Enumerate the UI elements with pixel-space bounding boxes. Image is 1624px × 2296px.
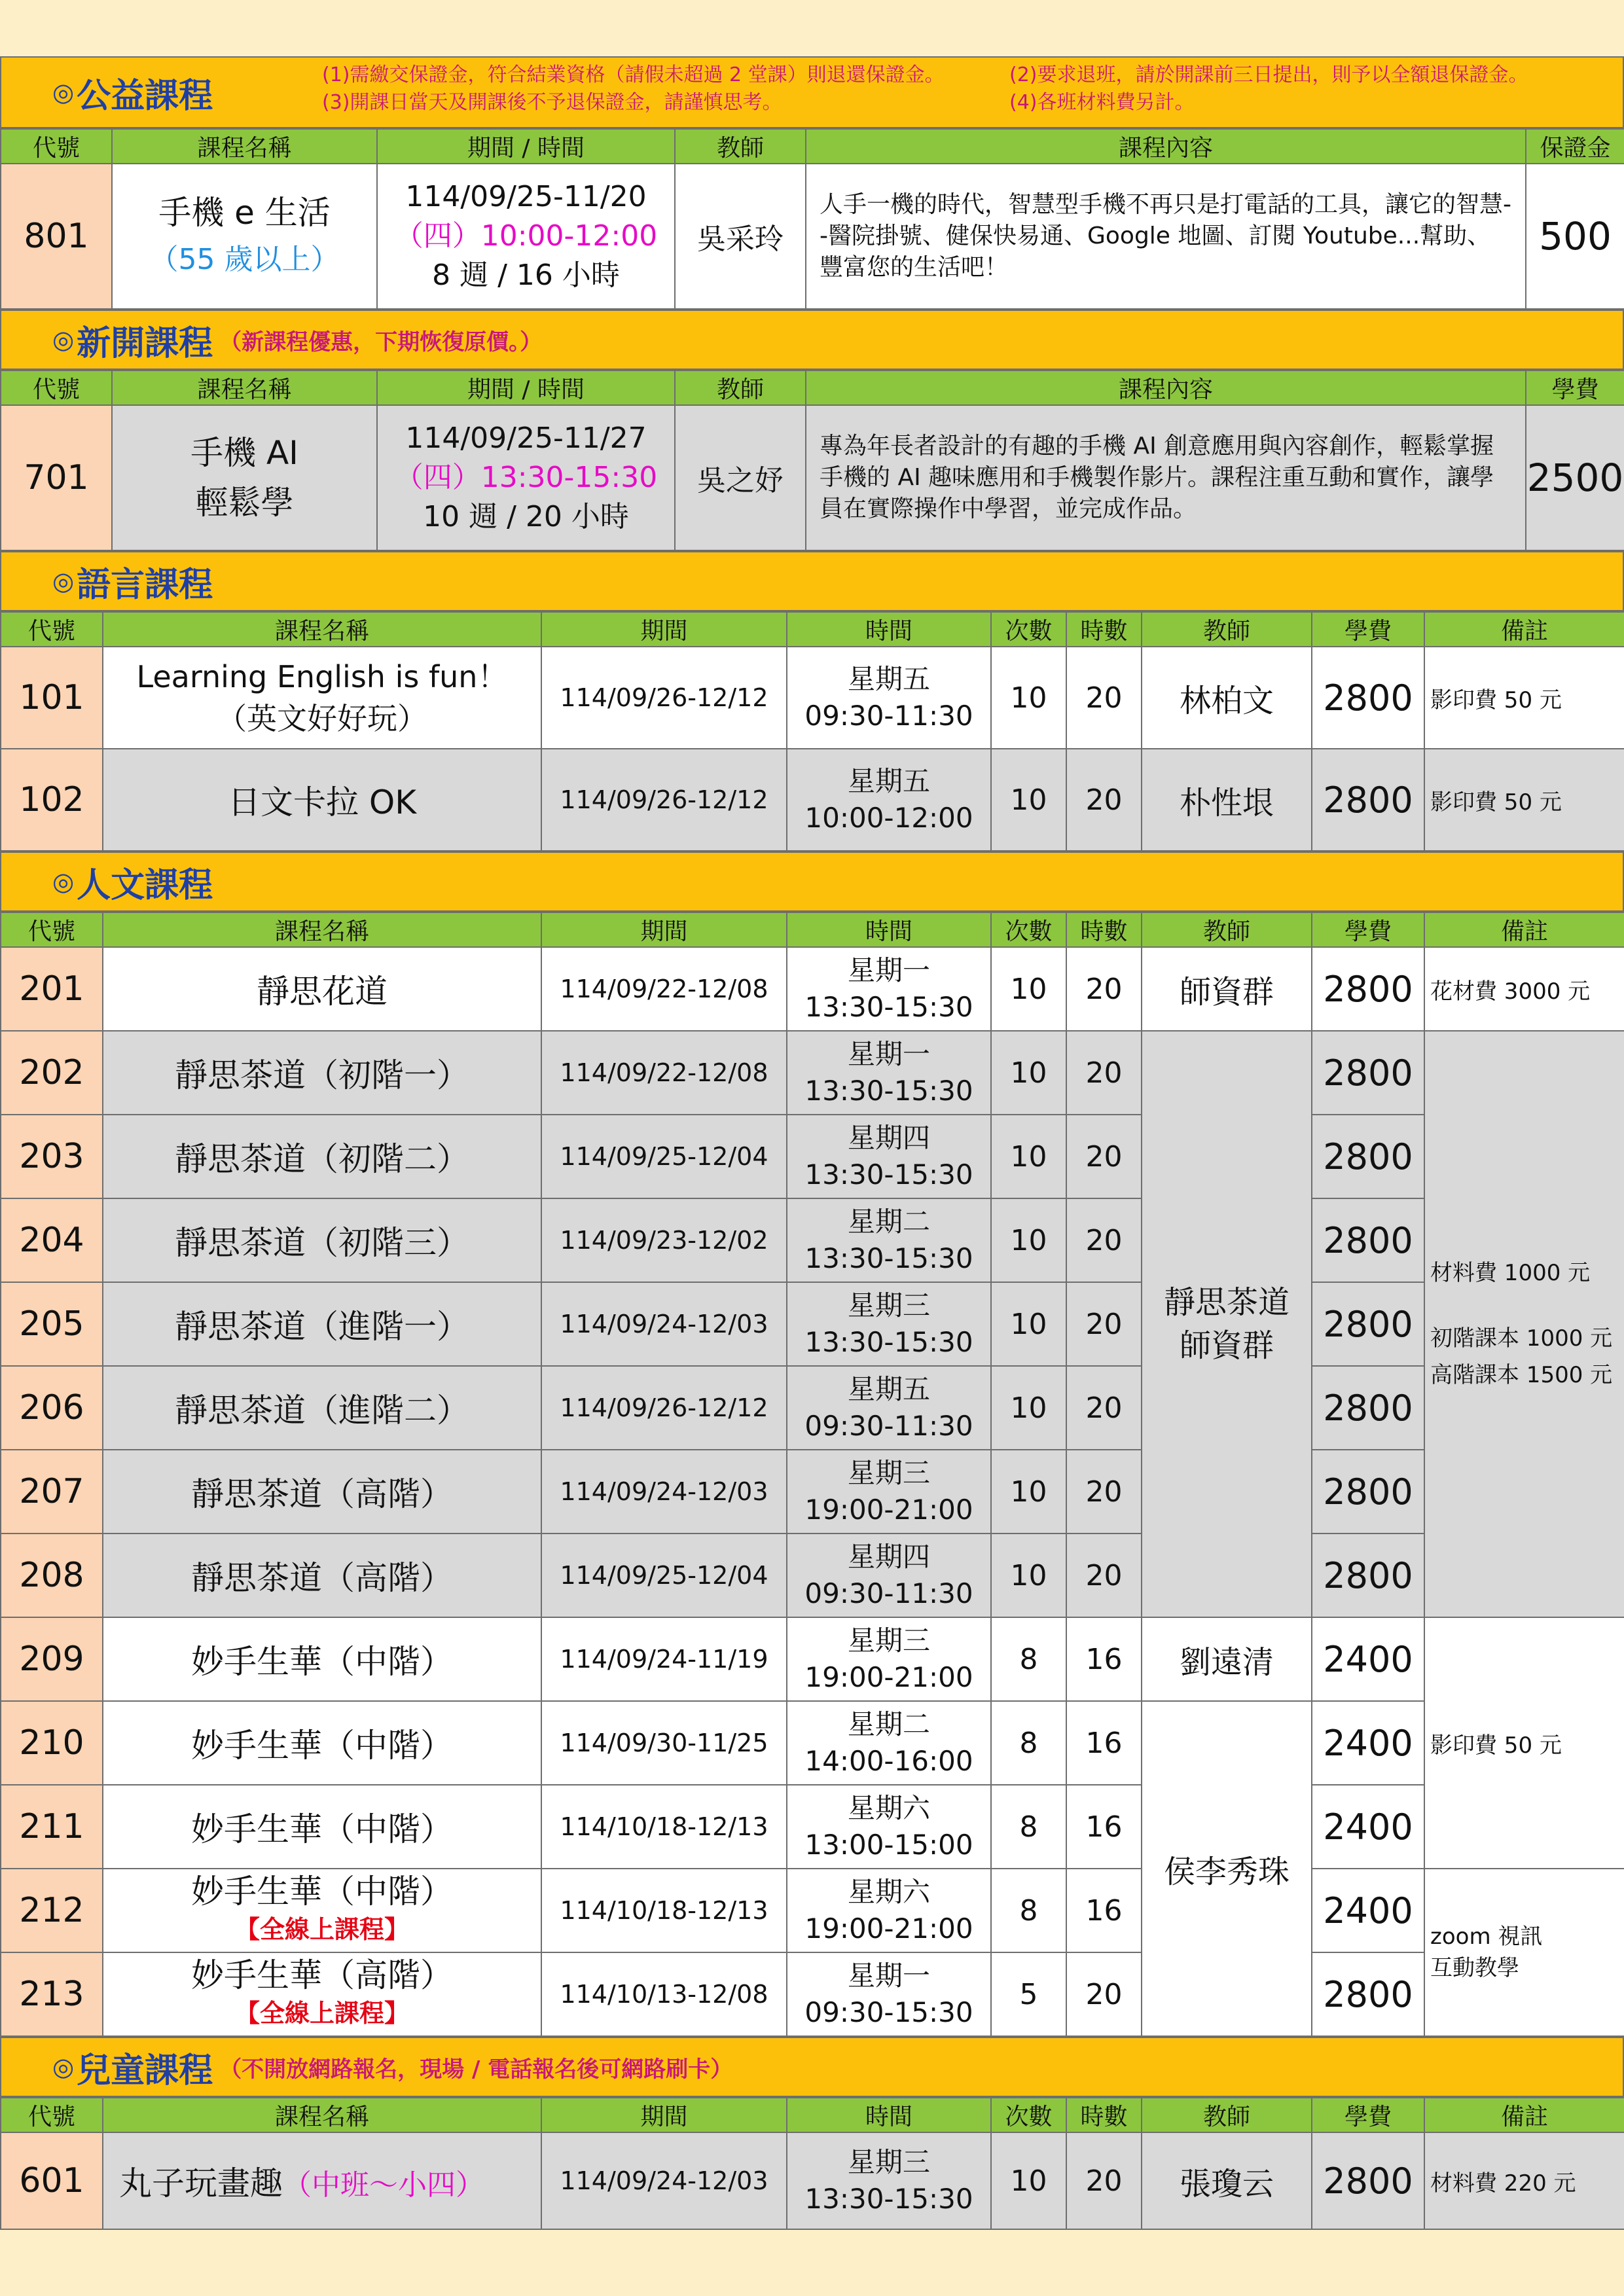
remark-line-3: 高階課本 1500 元: [1430, 1362, 1613, 1388]
table-row: [1, 2132, 1624, 2229]
tuition: 2800: [1312, 1366, 1424, 1450]
course-code: 601: [1, 2132, 103, 2229]
time-range: 19:00-21:00: [804, 1494, 973, 1526]
sessions: 10: [991, 1031, 1066, 1115]
teacher: 師資群: [1142, 947, 1312, 1031]
header-cell: 教師: [675, 129, 806, 164]
weekday: 星期二: [847, 1708, 930, 1740]
header-row: [1, 370, 1624, 405]
course-period: 114/09/26-12/12: [541, 1366, 787, 1450]
header-cell: 備註: [1424, 2098, 1624, 2132]
course-code: 208: [1, 1534, 103, 1617]
period-dates: 114/09/25-11/27: [405, 422, 647, 455]
bullseye-icon: ◎: [52, 567, 75, 596]
online-tag: 【全線上課程】: [234, 1999, 409, 2028]
course-time: [787, 1869, 991, 1952]
deposit: 500: [1526, 164, 1624, 309]
sessions: 8: [991, 1701, 1066, 1785]
course-time: [787, 1282, 991, 1366]
period-hours: 8 週 / 16 小時: [432, 259, 620, 292]
time-range: 13:30-15:30: [804, 1326, 973, 1358]
tuition: 2800: [1312, 1952, 1424, 2036]
weekday: 星期四: [847, 1541, 930, 1573]
course-time: [787, 749, 991, 851]
section-title: 新開課程: [77, 323, 213, 363]
remark: [1424, 1869, 1624, 2036]
sessions: 10: [991, 1115, 1066, 1198]
table-row: [1, 1450, 1624, 1534]
weekday: 星期五: [847, 663, 930, 695]
header-row: [1, 2098, 1624, 2132]
header-cell: 期間: [541, 2098, 787, 2132]
remark-line-1: 材料費 1000 元: [1430, 1260, 1591, 1286]
course-sheet: [0, 56, 1624, 2230]
teacher: 侯李秀珠: [1142, 1701, 1312, 2036]
weekday: 星期六: [847, 1876, 930, 1908]
period-dates: 114/09/25-11/20: [405, 180, 647, 213]
remark: 影印費 50 元: [1424, 1617, 1624, 1869]
tuition: 2500: [1526, 405, 1624, 550]
course-name: 靜思茶道（初階一）: [103, 1031, 541, 1115]
course-code: 209: [1, 1617, 103, 1701]
course-name: 靜思茶道（進階一）: [103, 1282, 541, 1366]
course-name-main: 手機 e 生活: [158, 194, 331, 232]
course-time: [787, 1952, 991, 2036]
header-cell: 次數: [991, 2098, 1066, 2132]
sessions: 10: [991, 1282, 1066, 1366]
header-cell: 課程名稱: [103, 2098, 541, 2132]
course-name: 靜思茶道（初階二）: [103, 1115, 541, 1198]
hours: 20: [1066, 1450, 1142, 1534]
header-cell: 課程內容: [806, 129, 1526, 164]
section-title: 公益課程: [77, 76, 213, 116]
hours: 20: [1066, 749, 1142, 851]
course-name: 靜思花道: [103, 947, 541, 1031]
header-cell: 時間: [787, 612, 991, 647]
public-notes: [322, 62, 1528, 117]
course-name: 妙手生華（中階）: [103, 1701, 541, 1785]
header-cell: 時間: [787, 912, 991, 947]
online-tag: 【全線上課程】: [234, 1915, 409, 1944]
course-period: 114/10/13-12/08: [541, 1952, 787, 2036]
course-description: 人手一機的時代，智慧型手機不再只是打電話的工具，讓它的智慧--醫院掛號、健保快易通、Google 地圖、訂閱 Youtube...幫助、豐富您的生活吧！: [806, 164, 1526, 309]
sessions: 10: [991, 1450, 1066, 1534]
header-cell: 代號: [1, 129, 112, 164]
course-period: 114/10/18-12/13: [541, 1785, 787, 1869]
course-period: 114/09/25-12/04: [541, 1115, 787, 1198]
tuition: 2800: [1312, 2132, 1424, 2229]
course-time: [787, 1198, 991, 1282]
course-name-sub: （英文好好玩）: [217, 701, 427, 736]
tuition: 2800: [1312, 1282, 1424, 1366]
course-name: [103, 647, 541, 749]
section-public: [0, 56, 1624, 128]
table-row: [1, 1869, 1624, 1952]
course-name-sub: 輕鬆學: [195, 484, 294, 522]
time-range: 19:00-21:00: [804, 1912, 973, 1945]
time-range: 09:30-11:30: [804, 1410, 973, 1442]
sessions: 10: [991, 2132, 1066, 2229]
header-row: [1, 912, 1624, 947]
time-range: 10:00-12:00: [804, 802, 973, 834]
sessions: 8: [991, 1617, 1066, 1701]
tuition: 2800: [1312, 647, 1424, 749]
course-period: 114/10/18-12/13: [541, 1869, 787, 1952]
weekday: 星期五: [847, 1373, 930, 1405]
header-cell: 次數: [991, 612, 1066, 647]
course-name: [112, 405, 377, 550]
section-title: 人文課程: [77, 865, 213, 905]
hours: 20: [1066, 1534, 1142, 1617]
sessions: 5: [991, 1952, 1066, 2036]
tuition: 2800: [1312, 947, 1424, 1031]
table-row: [1, 1366, 1624, 1450]
teacher: 張瓊云: [1142, 2132, 1312, 2229]
sessions: 10: [991, 647, 1066, 749]
section-children: [0, 2037, 1624, 2097]
weekday: 星期三: [847, 1624, 930, 1657]
header-cell: 學費: [1312, 912, 1424, 947]
teacher: 林柏文: [1142, 647, 1312, 749]
weekday: 星期一: [847, 1038, 930, 1070]
children-table: [0, 2097, 1624, 2230]
period-time: （四）13:30-15:30: [394, 461, 658, 494]
course-time: [787, 647, 991, 749]
course-name: [103, 1952, 541, 2036]
header-cell: 時間: [787, 2098, 991, 2132]
weekday: 星期六: [847, 1792, 930, 1824]
course-time: [787, 1701, 991, 1785]
course-period: 114/09/24-11/19: [541, 1617, 787, 1701]
tuition: 2800: [1312, 749, 1424, 851]
sessions: 8: [991, 1785, 1066, 1869]
bullseye-icon: ◎: [52, 78, 75, 107]
header-cell: 備註: [1424, 612, 1624, 647]
course-time: [787, 1366, 991, 1450]
course-time: [787, 1115, 991, 1198]
course-code: 211: [1, 1785, 103, 1869]
section-humanities: [0, 852, 1624, 912]
time-range: 09:30-11:30: [804, 1577, 973, 1609]
course-code: 204: [1, 1198, 103, 1282]
hours: 16: [1066, 1785, 1142, 1869]
table-row: [1, 1952, 1624, 2036]
course-period: 114/09/24-12/03: [541, 1282, 787, 1366]
tuition: 2400: [1312, 1617, 1424, 1701]
header-cell: 期間 / 時間: [377, 370, 675, 405]
header-cell: 保證金: [1526, 129, 1624, 164]
sessions: 10: [991, 749, 1066, 851]
course-period: 114/09/30-11/25: [541, 1701, 787, 1785]
sessions: 10: [991, 947, 1066, 1031]
weekday: 星期一: [847, 954, 930, 986]
remark: 影印費 50 元: [1424, 647, 1624, 749]
course-period: 114/09/22-12/08: [541, 1031, 787, 1115]
remark-line-2: 互動教學: [1430, 1955, 1519, 1981]
remark: 影印費 50 元: [1424, 749, 1624, 851]
course-period: [377, 164, 675, 309]
course-period: 114/09/24-12/03: [541, 1450, 787, 1534]
note-2: (2)要求退班，請於開課前三日提出，則予以全額退保證金。: [1009, 63, 1528, 86]
header-cell: 代號: [1, 2098, 103, 2132]
hours: 20: [1066, 1952, 1142, 2036]
table-row: [1, 1282, 1624, 1366]
hours: 20: [1066, 947, 1142, 1031]
tuition: 2800: [1312, 1198, 1424, 1282]
header-cell: 時數: [1066, 912, 1142, 947]
header-cell: 課程名稱: [103, 912, 541, 947]
course-name: 靜思茶道（初階三）: [103, 1198, 541, 1282]
header-cell: 期間: [541, 612, 787, 647]
header-cell: 課程名稱: [103, 612, 541, 647]
course-name: 靜思茶道（高階）: [103, 1534, 541, 1617]
period-hours: 10 週 / 20 小時: [423, 500, 629, 533]
course-period: 114/09/26-12/12: [541, 749, 787, 851]
period-time: （四）10:00-12:00: [394, 219, 658, 253]
header-cell: 學費: [1312, 2098, 1424, 2132]
teacher-line-2: 師資群: [1179, 1327, 1274, 1364]
teacher: 朴性垠: [1142, 749, 1312, 851]
course-code: 207: [1, 1450, 103, 1534]
course-name: 靜思茶道（高階）: [103, 1450, 541, 1534]
time-range: 13:30-15:30: [804, 1242, 973, 1274]
header-cell: 課程名稱: [112, 370, 377, 405]
header-row: [1, 129, 1624, 164]
header-cell: 教師: [1142, 612, 1312, 647]
section-note: （新課程優惠，下期恢復原價。）: [219, 329, 543, 355]
course-time: [787, 947, 991, 1031]
course-name: 日文卡拉 OK: [103, 749, 541, 851]
bullseye-icon: ◎: [52, 325, 75, 354]
time-range: 14:00-16:00: [804, 1745, 973, 1777]
hours: 16: [1066, 1617, 1142, 1701]
table-row: [1, 749, 1624, 851]
humanities-table: [0, 912, 1624, 2037]
sessions: 8: [991, 1869, 1066, 1952]
weekday: 星期二: [847, 1206, 930, 1238]
new-table: [0, 370, 1624, 551]
time-range: 13:30-15:30: [804, 1158, 973, 1191]
tuition: 2800: [1312, 1450, 1424, 1534]
weekday: 星期三: [847, 2146, 930, 2178]
header-cell: 代號: [1, 370, 112, 405]
course-code: 801: [1, 164, 112, 309]
header-cell: 教師: [675, 370, 806, 405]
hours: 20: [1066, 1282, 1142, 1366]
note-3: (3)開課日當天及開課後不予退保證金，請謹慎思考。: [322, 91, 782, 114]
course-time: [787, 1785, 991, 1869]
teacher-line-1: 靜思茶道: [1163, 1284, 1290, 1321]
course-period: 114/09/26-12/12: [541, 647, 787, 749]
course-time: [787, 1031, 991, 1115]
bullseye-icon: ◎: [52, 2053, 75, 2081]
time-range: 13:30-15:30: [804, 2183, 973, 2215]
header-cell: 教師: [1142, 2098, 1312, 2132]
tuition: 2800: [1312, 1031, 1424, 1115]
table-row: [1, 164, 1624, 309]
course-code: 202: [1, 1031, 103, 1115]
course-code: 203: [1, 1115, 103, 1198]
tuition: 2800: [1312, 1115, 1424, 1198]
course-period: [377, 405, 675, 550]
sessions: 10: [991, 1366, 1066, 1450]
header-cell: 代號: [1, 912, 103, 947]
sessions: 10: [991, 1198, 1066, 1282]
public-table: [0, 128, 1624, 310]
course-time: [787, 1534, 991, 1617]
table-row: [1, 1785, 1624, 1869]
time-range: 09:30-15:30: [804, 1996, 973, 2028]
teacher: [1142, 1031, 1312, 1617]
header-cell: 時數: [1066, 612, 1142, 647]
section-language: [0, 551, 1624, 611]
header-cell: 學費: [1312, 612, 1424, 647]
course-code: 102: [1, 749, 103, 851]
course-period: 114/09/25-12/04: [541, 1534, 787, 1617]
header-cell: 學費: [1526, 370, 1624, 405]
remark: 花材費 3000 元: [1424, 947, 1624, 1031]
course-code: 205: [1, 1282, 103, 1366]
course-name: [112, 164, 377, 309]
hours: 20: [1066, 1115, 1142, 1198]
header-row: [1, 612, 1624, 647]
course-age-range: （中班～小四）: [283, 2168, 484, 2202]
weekday: 星期一: [847, 1960, 930, 1992]
course-name: 靜思茶道（進階二）: [103, 1366, 541, 1450]
course-time: [787, 1450, 991, 1534]
course-name: 妙手生華（中階）: [103, 1785, 541, 1869]
course-code: 212: [1, 1869, 103, 1952]
time-range: 13:00-15:00: [804, 1829, 973, 1861]
course-name-sub: （55 歲以上）: [149, 243, 340, 276]
header-cell: 代號: [1, 612, 103, 647]
weekday: 星期三: [847, 1289, 930, 1321]
weekday: 星期三: [847, 1457, 930, 1489]
header-cell: 次數: [991, 912, 1066, 947]
sessions: 10: [991, 1534, 1066, 1617]
time-range: 09:30-11:30: [804, 700, 973, 732]
hours: 20: [1066, 1198, 1142, 1282]
remark: [1424, 1031, 1624, 1617]
tuition: 2400: [1312, 1785, 1424, 1869]
tuition: 2800: [1312, 1534, 1424, 1617]
section-note: （不開放網路報名，現場 / 電話報名後可網路刷卡）: [219, 2056, 733, 2083]
course-code: 201: [1, 947, 103, 1031]
header-cell: 教師: [1142, 912, 1312, 947]
weekday: 星期五: [847, 765, 930, 797]
table-row: [1, 647, 1624, 749]
course-period: 114/09/23-12/02: [541, 1198, 787, 1282]
header-cell: 課程名稱: [112, 129, 377, 164]
remark-line-2: 初階課本 1000 元: [1430, 1325, 1613, 1352]
course-code: 206: [1, 1366, 103, 1450]
time-range: 19:00-21:00: [804, 1661, 973, 1693]
hours: 20: [1066, 1031, 1142, 1115]
course-description: 專為年長者設計的有趣的手機 AI 創意應用與內容創作，輕鬆掌握手機的 AI 趣味應用和手機製作影片。課程注重互動和實作，讓學員在實際操作中學習，並完成作品。: [806, 405, 1526, 550]
table-row: [1, 947, 1624, 1031]
header-cell: 期間: [541, 912, 787, 947]
note-4: (4)各班材料費另計。: [1009, 91, 1195, 114]
course-time: [787, 2132, 991, 2229]
header-cell: 備註: [1424, 912, 1624, 947]
course-period: 114/09/22-12/08: [541, 947, 787, 1031]
header-cell: 時數: [1066, 2098, 1142, 2132]
course-name-main: 妙手生華（高階）: [191, 1956, 453, 1994]
hours: 20: [1066, 2132, 1142, 2229]
section-title: 語言課程: [77, 565, 213, 605]
weekday: 星期四: [847, 1122, 930, 1154]
table-row: [1, 1617, 1624, 1701]
remark: 材料費 220 元: [1424, 2132, 1624, 2229]
hours: 20: [1066, 647, 1142, 749]
course-time: [787, 1617, 991, 1701]
course-name-main: Learning English is fun！: [136, 659, 508, 694]
header-cell: 課程內容: [806, 370, 1526, 405]
time-range: 13:30-15:30: [804, 991, 973, 1023]
table-row: [1, 1534, 1624, 1617]
course-name: [103, 2132, 541, 2229]
tuition: 2400: [1312, 1701, 1424, 1785]
hours: 16: [1066, 1701, 1142, 1785]
note-1: (1)需繳交保證金，符合結業資格（請假未超過 2 堂課）則退還保證金。: [322, 63, 945, 86]
teacher: 劉遠清: [1142, 1617, 1312, 1701]
header-cell: 期間 / 時間: [377, 129, 675, 164]
remark-line-1: zoom 視訊: [1430, 1924, 1543, 1950]
time-range: 13:30-15:30: [804, 1075, 973, 1107]
section-new: [0, 310, 1624, 370]
teacher: 吳之妤: [675, 405, 806, 550]
course-code: 701: [1, 405, 112, 550]
section-title: 兒童課程: [77, 2051, 213, 2090]
course-code: 101: [1, 647, 103, 749]
course-code: 213: [1, 1952, 103, 2036]
course-name-main: 丸子玩畫趣: [119, 2164, 283, 2202]
tuition: 2400: [1312, 1869, 1424, 1952]
table-row: [1, 1115, 1624, 1198]
course-name-main: 妙手生華（中階）: [191, 1873, 453, 1910]
teacher: 吳采玲: [675, 164, 806, 309]
table-row: [1, 1701, 1624, 1785]
course-name: [103, 1869, 541, 1952]
course-name-main: 手機 AI: [190, 434, 298, 472]
course-name: 妙手生華（中階）: [103, 1617, 541, 1701]
bullseye-icon: ◎: [52, 867, 75, 896]
table-row: [1, 1198, 1624, 1282]
hours: 20: [1066, 1366, 1142, 1450]
hours: 16: [1066, 1869, 1142, 1952]
language-table: [0, 611, 1624, 852]
course-period: 114/09/24-12/03: [541, 2132, 787, 2229]
table-row: [1, 1031, 1624, 1115]
course-code: 210: [1, 1701, 103, 1785]
table-row: [1, 405, 1624, 550]
